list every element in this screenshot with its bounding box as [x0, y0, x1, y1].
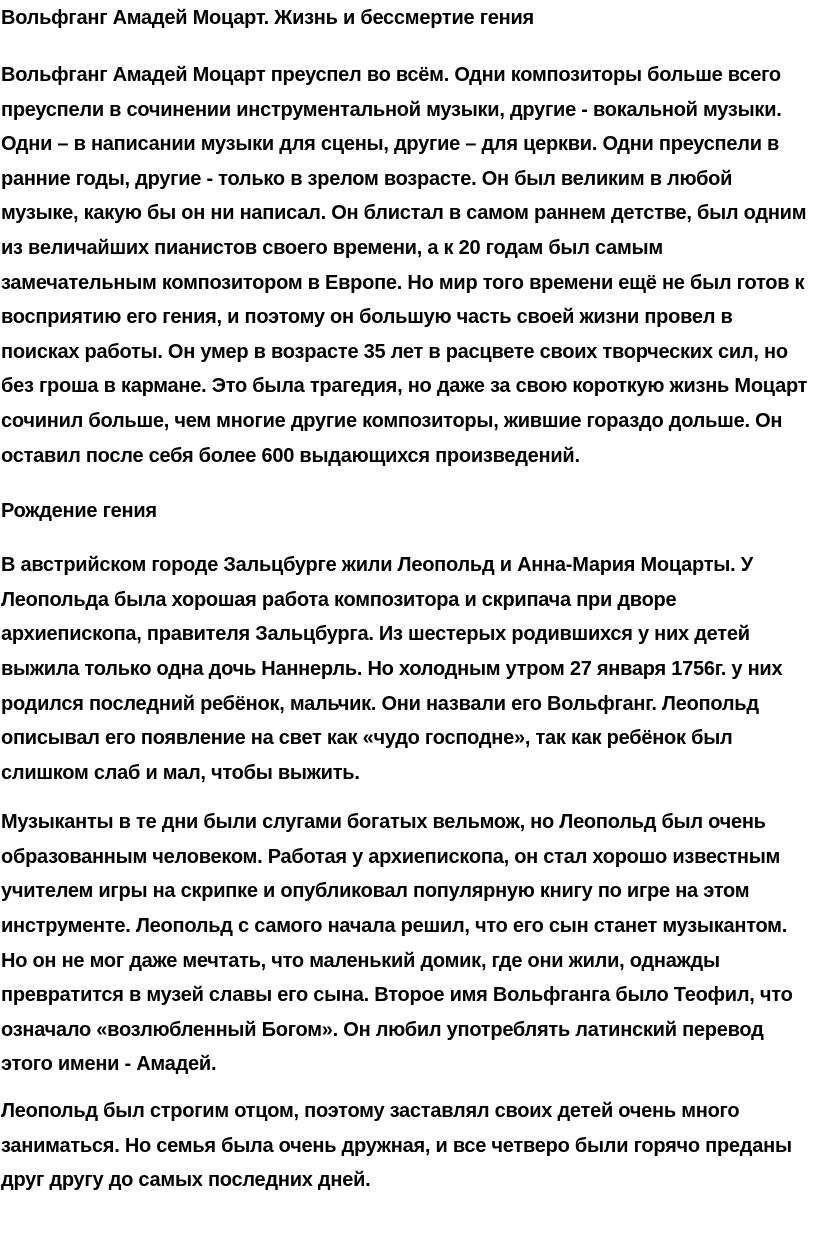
paragraph-leopold: Музыканты в те дни были слугами богатых вельмож, но Леопольд был очень образованным человеком. Работая у архиепископа, он стал хорошо известным учителем игры на скрипке и опубликовал популярную книгу по игре на этом инструменте. Леопольд с самого начала решил, что его сын станет музыкантом. Но он не мог даже мечтать, что маленький домик, где они жили, однажды превратится в музей славы его сына. Второе имя Вольфганга было Теофил, что означало «возлюбленный Богом». Он любил употреблять латинский перевод этого имени - Амадей.: [1, 811, 793, 1076]
document-title: Вольфганг Амадей Моцарт. Жизнь и бессмертие гения: [1, 7, 534, 29]
paragraph-intro: Вольфганг Амадей Моцарт преуспел во всём. Одни композиторы больше всего преуспели в сочинении инструментальной музыки, другие - вокальной музыки. Одни – в написании музыки для сцены, другие – для церкви. Одни преуспели в ранние годы, другие - только в зрелом возрасте. Он был великим в любой музыке, какую бы он ни написал. Он блистал в самом раннем детстве, был одним из величайших пианистов своего времени, а к 20 годам был самым замечательным композитором в Европе. Но мир того времени ещё не был готов к восприятию его гения, и поэтому он большую часть своей жизни провел в поисках работы. Он умер в возрасте 35 лет в расцвете своих творческих сил, но без гроша в кармане. Это была трагедия, но даже за свою короткую жизнь Моцарт сочинил больше, чем многие другие композиторы, жившие гораздо дольше. Он оставил после себя более 600 выдающихся произведений.: [1, 64, 808, 467]
paragraph-family: Леопольд был строгим отцом, поэтому заставлял своих детей очень много заниматься. Но семья была очень дружная, и все четверо были горячо преданы друг другу до самых последних дней.: [1, 1100, 792, 1192]
section-heading: Рождение гения: [1, 500, 157, 523]
paragraph-birth: В австрийском городе Зальцбурге жили Леопольд и Анна-Мария Моцарты. У Леопольда была хорошая работа композитора и скрипача при дворе архиепископа, правителя Зальцбурга. Из шестерых родившихся у них детей выжила только одна дочь Наннерль. Но холодным утром 27 января 1756г. у них родился последний ребёнок, мальчик. Они назвали его Вольфганг. Леопольд описывал его появление на свет как «чудо господне», так как ребёнок был слишком слаб и мал, чтобы выжить.: [1, 554, 783, 784]
